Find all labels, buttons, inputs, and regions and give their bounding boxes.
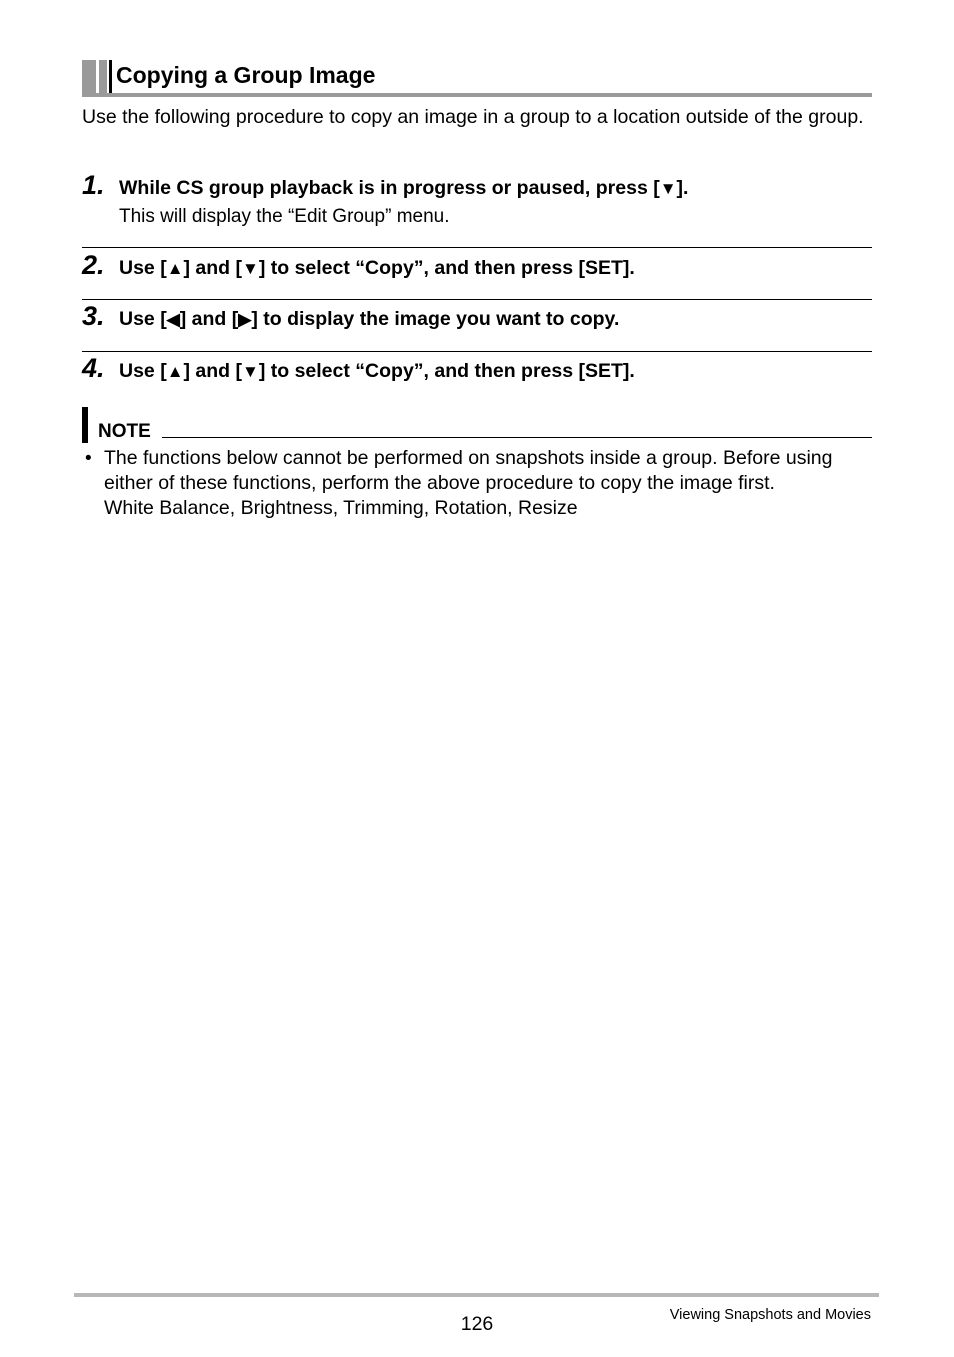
step-number: 1.: [82, 170, 105, 200]
heading-bar-decoration: [109, 60, 112, 96]
note-body: [104, 446, 864, 521]
step-divider: [82, 247, 872, 248]
note-text: The functions below cannot be performed on snapshots inside a group. Before using either of these functions, perform the above procedure to copy the image first.: [104, 447, 833, 494]
step-instruction: Use [▲] and [▼] to select “Copy”, and then press [SET].: [119, 360, 635, 382]
down-arrow-icon: ▼: [659, 179, 677, 198]
note-functions-list: White Balance, Brightness, Trimming, Rotation, Resize: [104, 497, 578, 519]
step-sub-text: This will display the “Edit Group” menu.: [119, 206, 450, 227]
footer-section-name: Viewing Snapshots and Movies: [669, 1307, 871, 1323]
note-bar-decoration: [82, 407, 88, 443]
note-label: NOTE: [98, 421, 151, 442]
step-instruction: While CS group playback is in progress or paused, press [▼].: [119, 177, 689, 199]
intro-paragraph: Use the following procedure to copy an image in a group to a location outside of the group.: [82, 106, 864, 128]
step-number: 3.: [82, 301, 105, 331]
up-arrow-icon: ▲: [166, 259, 184, 278]
note-rule: [162, 437, 872, 438]
down-arrow-icon: ▼: [242, 362, 259, 381]
footer-rule: [74, 1293, 879, 1297]
page-number: 126: [460, 1313, 494, 1335]
step-divider: [82, 351, 872, 352]
step-instruction: Use [▲] and [▼] to select “Copy”, and then press [SET].: [119, 257, 635, 279]
left-arrow-icon: ◀: [166, 310, 180, 329]
up-arrow-icon: ▲: [166, 362, 184, 381]
bullet-icon: •: [85, 448, 92, 469]
right-arrow-icon: ▶: [238, 310, 252, 329]
step-number: 2.: [82, 250, 105, 280]
step-number: 4.: [82, 353, 105, 383]
section-title: Copying a Group Image: [116, 62, 376, 88]
heading-bar-decoration: [99, 60, 107, 96]
step-instruction: Use [◀] and [▶] to display the image you want to copy.: [119, 308, 620, 330]
step-divider: [82, 299, 872, 300]
heading-bar-decoration: [82, 60, 96, 96]
heading-underline: [82, 93, 872, 97]
section-heading: [82, 58, 872, 98]
down-arrow-icon: ▼: [242, 259, 259, 278]
